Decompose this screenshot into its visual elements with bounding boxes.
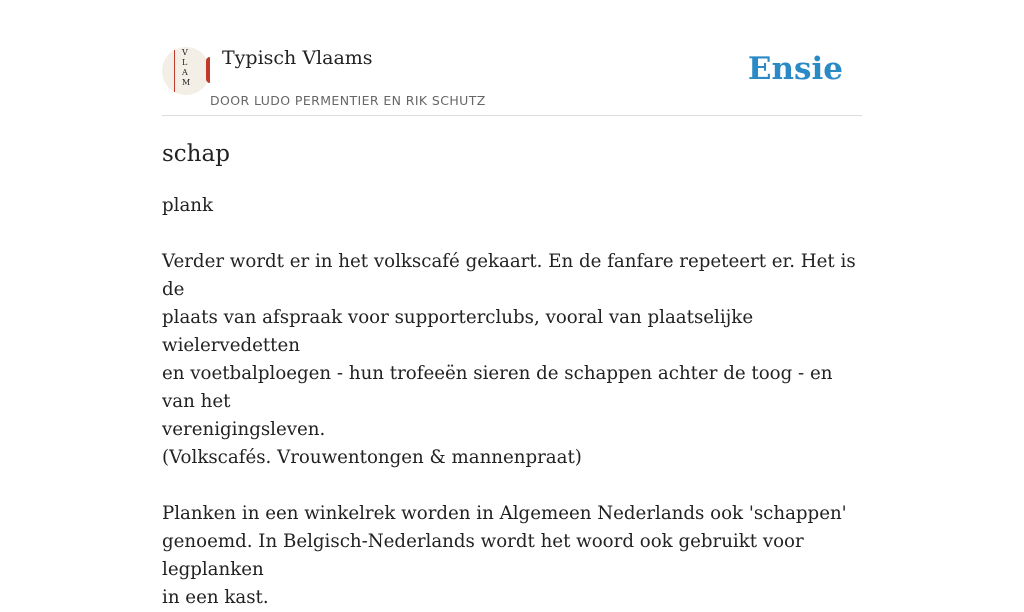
paragraph-line: Verder wordt er in het volkscafé gekaart. En de fanfare repeteert er. Het is de	[162, 251, 856, 300]
paragraph-line: genoemd. In Belgisch-Nederlands wordt het woord ook gebruikt voor legplanken	[162, 531, 804, 580]
paragraph-line: verenigingsleven.	[162, 419, 326, 440]
avatar-decoration	[174, 50, 175, 92]
author-byline: DOOR LUDO PERMENTIER EN RIK SCHUTZ	[210, 93, 486, 108]
entry-source: (Volkscafés. Vrouwentongen & mannenpraat)	[162, 447, 582, 468]
paragraph-line: en voetbalploegen - hun trofeeën sieren de schappen achter de toog - en van het	[162, 363, 833, 412]
blog-title[interactable]: Typisch Vlaams	[222, 47, 373, 69]
entry-content	[162, 192, 862, 612]
blog-header	[162, 44, 862, 116]
paragraph-line: plaats van afspraak voor supporterclubs, vooral van plaatselijke wielervedetten	[162, 307, 754, 356]
paragraph-line: in een kast.	[162, 587, 269, 608]
blog-avatar[interactable]: V L A M	[162, 47, 210, 95]
avatar-decoration	[206, 57, 210, 83]
entry-word: schap	[162, 141, 230, 167]
paragraph-line: Planken in een winkelrek worden in Algemeen Nederlands ook 'schappen'	[162, 503, 847, 524]
entry-definition: plank	[162, 195, 214, 216]
ensie-logo-link[interactable]: Ensie	[747, 51, 843, 87]
